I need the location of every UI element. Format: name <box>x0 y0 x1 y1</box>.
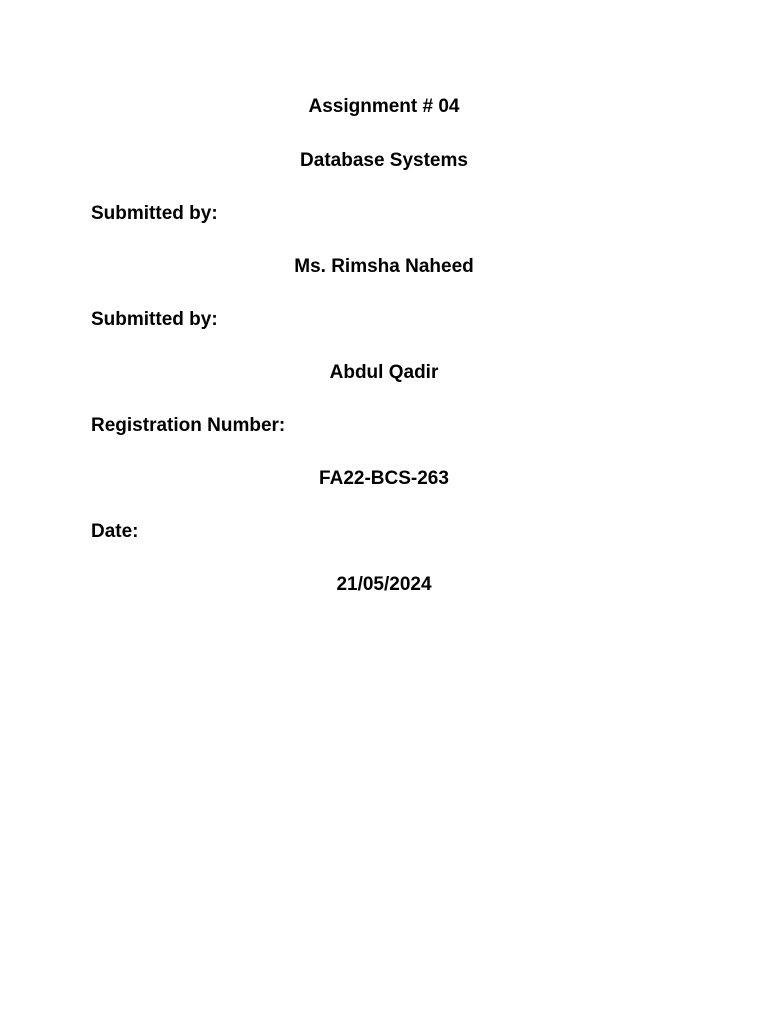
student-name: Abdul Qadir <box>329 362 439 383</box>
registration-label: Registration Number: <box>91 415 286 436</box>
submission-date: 21/05/2024 <box>336 574 432 595</box>
instructor-name: Ms. Rimsha Naheed <box>294 256 474 277</box>
submitted-by-label: Submitted by: <box>91 309 218 330</box>
date-label: Date: <box>91 521 139 542</box>
assignment-title: Assignment # 04 <box>308 96 460 117</box>
submitted-to-label: Submitted by: <box>91 203 218 224</box>
registration-number: FA22-BCS-263 <box>319 468 449 489</box>
course-name: Database Systems <box>300 150 468 171</box>
